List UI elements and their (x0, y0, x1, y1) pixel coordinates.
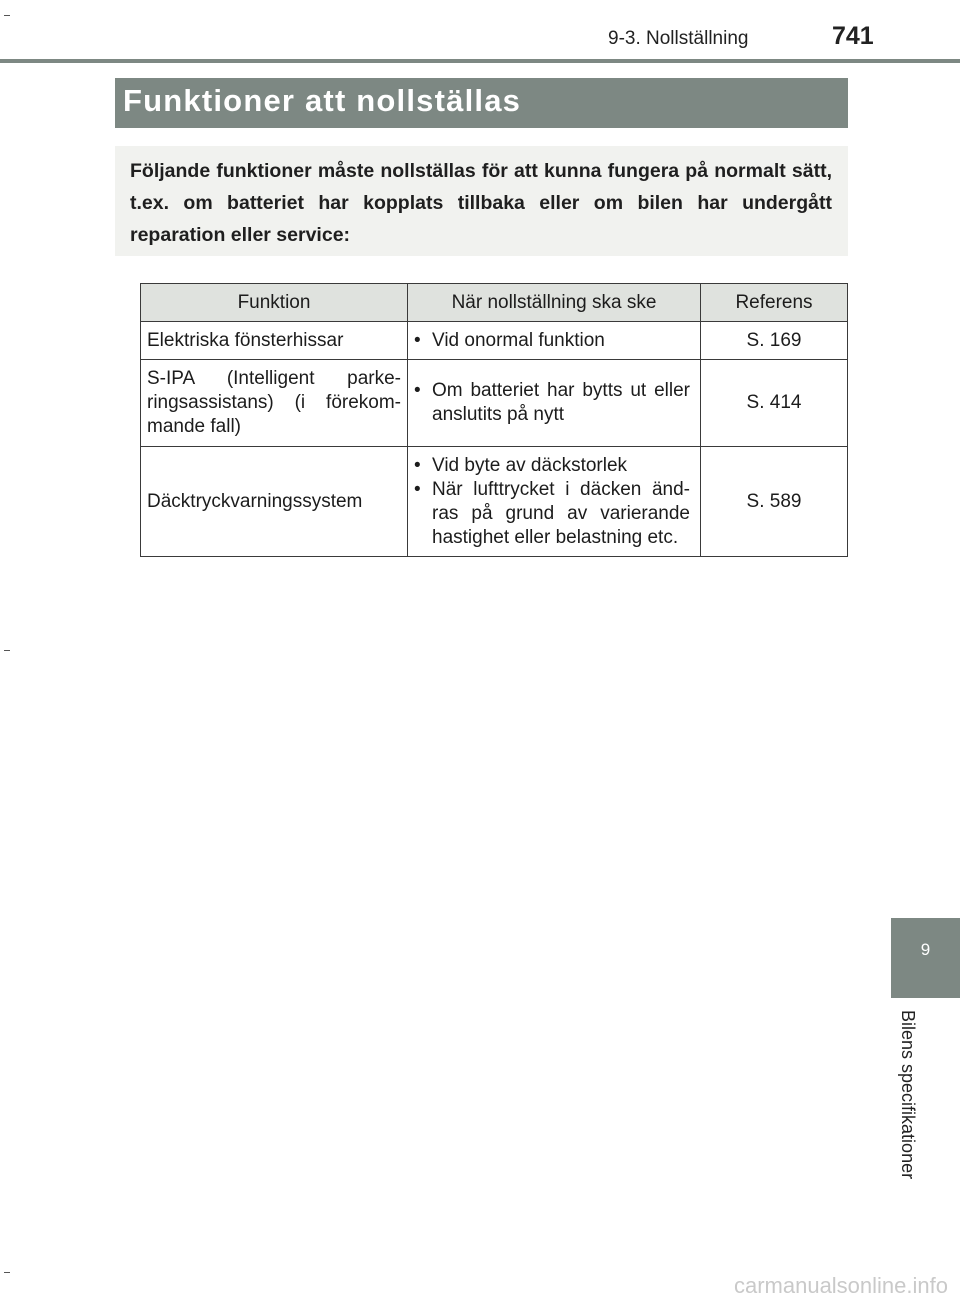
cell-reference: S. 589 (701, 447, 848, 557)
column-header-referens: Referens (701, 284, 848, 322)
cell-when (408, 447, 701, 557)
crop-mark (4, 650, 10, 651)
header-divider (0, 59, 960, 63)
section-title-bar (115, 78, 848, 128)
when-list (414, 454, 694, 550)
cell-funktion: Däcktryckvarningssystem (141, 447, 408, 557)
header-section-title: 9-3. Nollställning (608, 28, 749, 49)
chapter-tab (891, 918, 960, 998)
table-header-row (141, 284, 848, 322)
page-number: 741 (832, 22, 874, 50)
watermark: carmanualsonline.info (733, 1273, 948, 1298)
when-item: • Vid byte av däckstorlek (414, 454, 694, 478)
table-row (141, 322, 848, 360)
intro-text: Följande funktioner måste nollställas för att kunna fungera på normalt sätt, t.ex. om batteriet har kopplats tillbaka eller om bilen har undergått reparation eller service: (130, 160, 832, 246)
when-item: • Vid onormal funktion (414, 329, 694, 353)
cell-reference: S. 414 (701, 360, 848, 447)
when-list (414, 329, 694, 353)
intro-box (115, 146, 848, 256)
crop-mark (4, 15, 10, 16)
when-item: • När lufttrycket i däcken änd-ras på grund av varierande hastighet eller belastning etc. (414, 478, 694, 550)
cell-reference: S. 169 (701, 322, 848, 360)
table-row (141, 360, 848, 447)
reset-functions-table (140, 283, 848, 557)
cell-funktion: Elektriska fönsterhissar (141, 322, 408, 360)
section-title: Funktioner att nollställas (123, 83, 522, 118)
when-list (414, 379, 694, 427)
table-row (141, 447, 848, 557)
cell-funktion: S-IPA (Intelligent parke-ringsassistans) (i förekom-mande fall) (141, 360, 408, 447)
cell-when (408, 322, 701, 360)
chapter-label: Bilens specifikationer (898, 1010, 918, 1180)
cell-when (408, 360, 701, 447)
column-header-funktion: Funktion (141, 284, 408, 322)
column-header-when: När nollställning ska ske (408, 284, 701, 322)
crop-mark (4, 1272, 10, 1273)
chapter-number: 9 (920, 940, 931, 959)
when-item: • Om batteriet har bytts ut eller anslutits på nytt (414, 379, 694, 427)
